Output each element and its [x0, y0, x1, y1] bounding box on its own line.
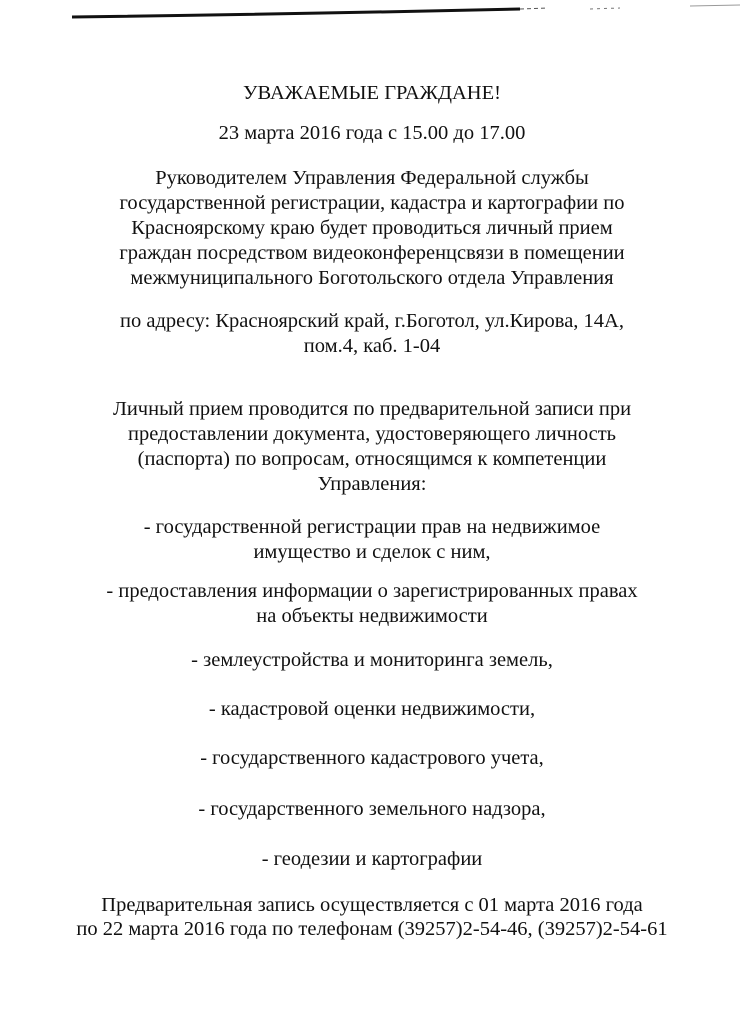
intro-line: государственной регистрации, кадастра и картографии по — [119, 192, 625, 214]
topic-item: - кадастровой оценки недвижимости, — [208, 698, 536, 720]
address-line: пом.4, каб. 1-04 — [303, 335, 441, 357]
event-datetime: 23 марта 2016 года с 15.00 до 17.00 — [218, 122, 526, 144]
address-line: по адресу: Красноярский край, г.Боготол, ул.Кирова, 14А, — [120, 310, 624, 332]
conditions-line: Управления: — [317, 473, 427, 495]
scan-edge-line — [0, 0, 744, 40]
registration-line: Предварительная запись осуществляется с 01 марта 2016 года — [101, 894, 643, 916]
intro-line: Красноярскому краю будет проводиться личный прием — [131, 217, 613, 239]
conditions-line: предоставлении документа, удостоверяющего личность — [128, 423, 616, 445]
conditions-line: (паспорта) по вопросам, относящимся к компетенции — [137, 448, 607, 470]
intro-line: граждан посредством видеоконференцсвязи в помещении — [119, 242, 625, 264]
conditions-line: Личный прием проводится по предварительной записи при — [112, 398, 632, 420]
intro-line: межмуниципального Боготольского отдела Управления — [130, 267, 614, 289]
topic-item: - геодезии и картографии — [261, 848, 483, 870]
topic-item: - предоставления информации о зарегистрированных правах — [106, 580, 638, 602]
topic-item: - государственного кадастрового учета, — [200, 747, 544, 769]
topic-item: - государственной регистрации прав на недвижимое — [143, 516, 601, 538]
page-title: УВАЖАЕМЫЕ ГРАЖДАНЕ! — [243, 82, 501, 104]
topic-item: - землеустройства и мониторинга земель, — [191, 649, 553, 671]
topic-item: - государственного земельного надзора, — [198, 798, 546, 820]
registration-line: по 22 марта 2016 года по телефонам (39257)2-54-46, (39257)2-54-61 — [76, 918, 668, 940]
intro-line: Руководителем Управления Федеральной службы — [155, 167, 589, 189]
topic-item-continuation: на объекты недвижимости — [256, 605, 488, 627]
topic-item-continuation: имущество и сделок с ним, — [253, 541, 491, 563]
